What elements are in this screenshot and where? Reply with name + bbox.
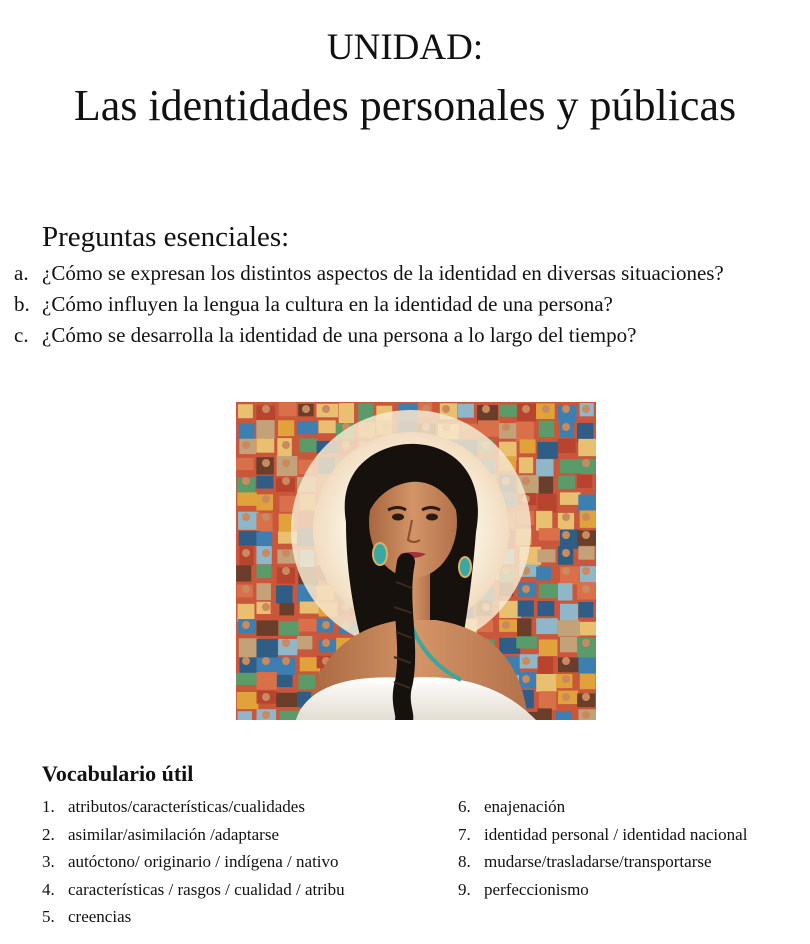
question-item: [0, 320, 800, 351]
collage-tile: [578, 658, 596, 676]
collage-tile: [539, 584, 559, 598]
vocabulary-item: [458, 876, 788, 904]
collage-tile: [339, 403, 354, 423]
collage-face: [282, 567, 290, 575]
collage-tile: [256, 476, 273, 489]
collage-tile: [318, 420, 335, 433]
collage-tile: [278, 420, 294, 436]
essential-questions-heading: Preguntas esenciales:: [42, 221, 290, 253]
collage-tile: [560, 637, 577, 652]
question-text: ¿Cómo se desarrolla la identidad de una persona a lo largo del tiempo?: [42, 323, 637, 347]
collage-face: [562, 549, 570, 557]
collage-tile: [297, 636, 312, 649]
collage-tile: [257, 672, 277, 690]
vocabulary-text: mudarse/trasladarse/transportarse: [484, 852, 712, 871]
collage-tile: [279, 402, 297, 416]
collage-face: [242, 621, 250, 629]
collage-face: [322, 639, 330, 647]
vocabulary-item: [42, 793, 442, 821]
question-marker: a.: [14, 261, 29, 285]
collage-tile: [256, 620, 278, 636]
collage-tile: [276, 693, 298, 707]
collage-tile: [297, 421, 317, 434]
collage-tile: [539, 476, 553, 494]
collage-face: [522, 477, 530, 485]
collage-tile: [518, 600, 534, 616]
collage-tile: [536, 618, 558, 634]
collage-tile: [537, 494, 556, 513]
vocabulary-item: [458, 848, 788, 876]
collage-face: [562, 513, 570, 521]
vocabulary-marker: 4.: [42, 879, 55, 899]
collage-face: [282, 657, 290, 665]
collage-face: [582, 711, 590, 719]
collage-tile: [237, 604, 254, 622]
collage-face: [522, 675, 530, 683]
vocabulary-list-right: [458, 793, 788, 903]
vocabulary-item: [458, 793, 788, 821]
vocabulary-marker: 6.: [458, 797, 471, 816]
collage-face: [282, 477, 290, 485]
collage-tile: [580, 622, 596, 636]
unit-label: UNIDAD:: [326, 27, 484, 68]
collage-face: [562, 405, 570, 413]
vocabulary-text: identidad personal / identidad nacional: [484, 824, 748, 844]
collage-tile: [256, 583, 271, 600]
vocabulary-text: creencias: [68, 907, 132, 926]
collage-face: [282, 441, 290, 449]
vocabulary-marker: 9.: [458, 879, 471, 899]
collage-tile: [256, 531, 272, 546]
unit-title: Las identidades personales y públicas: [73, 81, 737, 130]
collage-tile: [236, 673, 257, 685]
collage-tile: [536, 511, 552, 531]
collage-face: [562, 567, 570, 575]
collage-face: [262, 405, 270, 413]
collage-tile: [519, 457, 533, 473]
collage-tile: [256, 420, 274, 439]
vocabulary-item: [42, 848, 442, 876]
collage-face: [522, 585, 530, 593]
collage-face: [562, 531, 570, 539]
collage-tile: [499, 405, 517, 417]
collage-tile: [279, 603, 294, 615]
collage-face: [562, 693, 570, 701]
vocabulary-text: características / rasgos / cualidad / atribu: [68, 879, 345, 899]
collage-tile: [238, 404, 253, 418]
vocabulary-text: asimilar/asimilación /adaptarse: [68, 824, 280, 844]
collage-face: [262, 711, 270, 719]
collage-tile: [578, 439, 596, 456]
collage-face: [562, 423, 570, 431]
collage-face: [242, 657, 250, 665]
collage-face: [582, 459, 590, 467]
question-item: [0, 258, 800, 289]
vocabulary-item: [42, 821, 442, 849]
collage-face: [582, 567, 590, 575]
collage-tile: [580, 674, 596, 690]
collage-face: [522, 405, 530, 413]
essential-questions-list: [0, 258, 800, 351]
collage-tile: [279, 621, 300, 635]
collage-face: [282, 459, 290, 467]
collage-tile: [237, 492, 256, 505]
vocabulary-heading: Vocabulario útil: [42, 761, 194, 786]
collage-face: [262, 657, 270, 665]
collage-tile: [256, 565, 271, 579]
collage-tile: [578, 602, 593, 618]
collage-tile: [560, 604, 578, 621]
collage-face: [262, 513, 270, 521]
vocabulary-marker: 3.: [42, 852, 55, 871]
collage-face: [562, 675, 570, 683]
collage-face: [262, 603, 270, 611]
vocabulary-marker: 8.: [458, 852, 471, 871]
collage-face: [242, 549, 250, 557]
collage-tile: [560, 529, 580, 548]
collage-tile: [578, 546, 594, 559]
collage-tile: [300, 438, 317, 452]
vocabulary-marker: 1.: [42, 797, 55, 816]
vocabulary-marker: 7.: [458, 824, 471, 844]
collage-face: [242, 441, 250, 449]
collage-tile: [516, 421, 534, 441]
collage-tile: [458, 404, 474, 418]
collage-tile: [558, 476, 575, 489]
collage-tile: [536, 459, 553, 477]
collage-tile: [560, 459, 581, 473]
collage-face: [582, 693, 590, 701]
collage-face: [302, 405, 310, 413]
vocabulary-marker: 2.: [42, 824, 55, 844]
collage-tile: [539, 691, 556, 710]
collage-tile: [277, 675, 293, 687]
vocabulary-text: enajenación: [484, 797, 566, 816]
collage-face: [562, 657, 570, 665]
collage-face: [262, 495, 270, 503]
question-marker: b.: [14, 292, 30, 316]
collage-tile: [577, 475, 592, 488]
collage-tile: [538, 708, 552, 720]
collage-tile: [556, 711, 572, 720]
collage-tile: [298, 674, 315, 689]
collage-tile: [537, 442, 558, 459]
vocabulary-list-left: [42, 793, 442, 931]
vocabulary-text: atributos/características/cualidades: [68, 797, 305, 816]
vocabulary-item: [458, 821, 788, 849]
collage-tile: [536, 567, 551, 581]
collage-tile: [560, 492, 581, 505]
collage-tile: [536, 674, 556, 692]
collage-tile: [298, 619, 316, 632]
collage-face: [582, 585, 590, 593]
collage-face: [522, 657, 530, 665]
collage-face: [502, 621, 510, 629]
collage-face: [242, 585, 250, 593]
vocabulary-text: autóctono/ originario / indígena / nativo: [68, 852, 339, 871]
collage-face: [442, 405, 450, 413]
portrait-painting-image: [236, 402, 596, 720]
collage-face: [482, 405, 490, 413]
collage-tile: [239, 638, 258, 657]
collage-tile: [238, 711, 252, 720]
vocabulary-text: perfeccionismo: [484, 879, 589, 899]
collage-tile: [558, 583, 573, 600]
collage-tile: [538, 601, 555, 616]
collage-face: [262, 549, 270, 557]
collage-face: [582, 639, 590, 647]
collage-tile: [256, 639, 277, 658]
collage-tile: [256, 439, 274, 453]
collage-tile: [539, 528, 560, 540]
question-marker: c.: [14, 323, 29, 347]
collage-tile: [517, 618, 531, 636]
collage-tile: [558, 620, 580, 636]
collage-tile: [539, 639, 558, 656]
collage-tile: [237, 692, 259, 709]
collage-face: [242, 477, 250, 485]
collage-tile: [520, 439, 536, 453]
collage-tile: [516, 636, 537, 648]
collage-face: [502, 423, 510, 431]
vocabulary-item: [42, 903, 442, 931]
collage-face: [322, 405, 330, 413]
portrait-illustration: [236, 402, 596, 720]
collage-face: [262, 459, 270, 467]
collage-tile: [236, 458, 254, 470]
collage-tile: [276, 585, 292, 603]
collage-tile: [537, 549, 555, 562]
question-text: ¿Cómo influyen la lengua la cultura en la identidad de una persona?: [42, 292, 613, 316]
vocabulary-item: [42, 876, 442, 904]
collage-face: [322, 621, 330, 629]
collage-face: [582, 513, 590, 521]
collage-face: [582, 405, 590, 413]
collage-face: [282, 549, 290, 557]
vocabulary-marker: 5.: [42, 907, 55, 926]
collage-tile: [236, 565, 251, 581]
collage-face: [282, 639, 290, 647]
collage-tile: [558, 439, 576, 453]
question-text: ¿Cómo se expresan los distintos aspectos de la identidad en diversas situaciones?: [42, 261, 724, 285]
collage-face: [262, 693, 270, 701]
question-item: [0, 289, 800, 320]
collage-face: [242, 513, 250, 521]
collage-face: [542, 405, 550, 413]
collage-face: [582, 531, 590, 539]
collage-tile: [538, 657, 553, 674]
collage-tile: [539, 421, 555, 437]
